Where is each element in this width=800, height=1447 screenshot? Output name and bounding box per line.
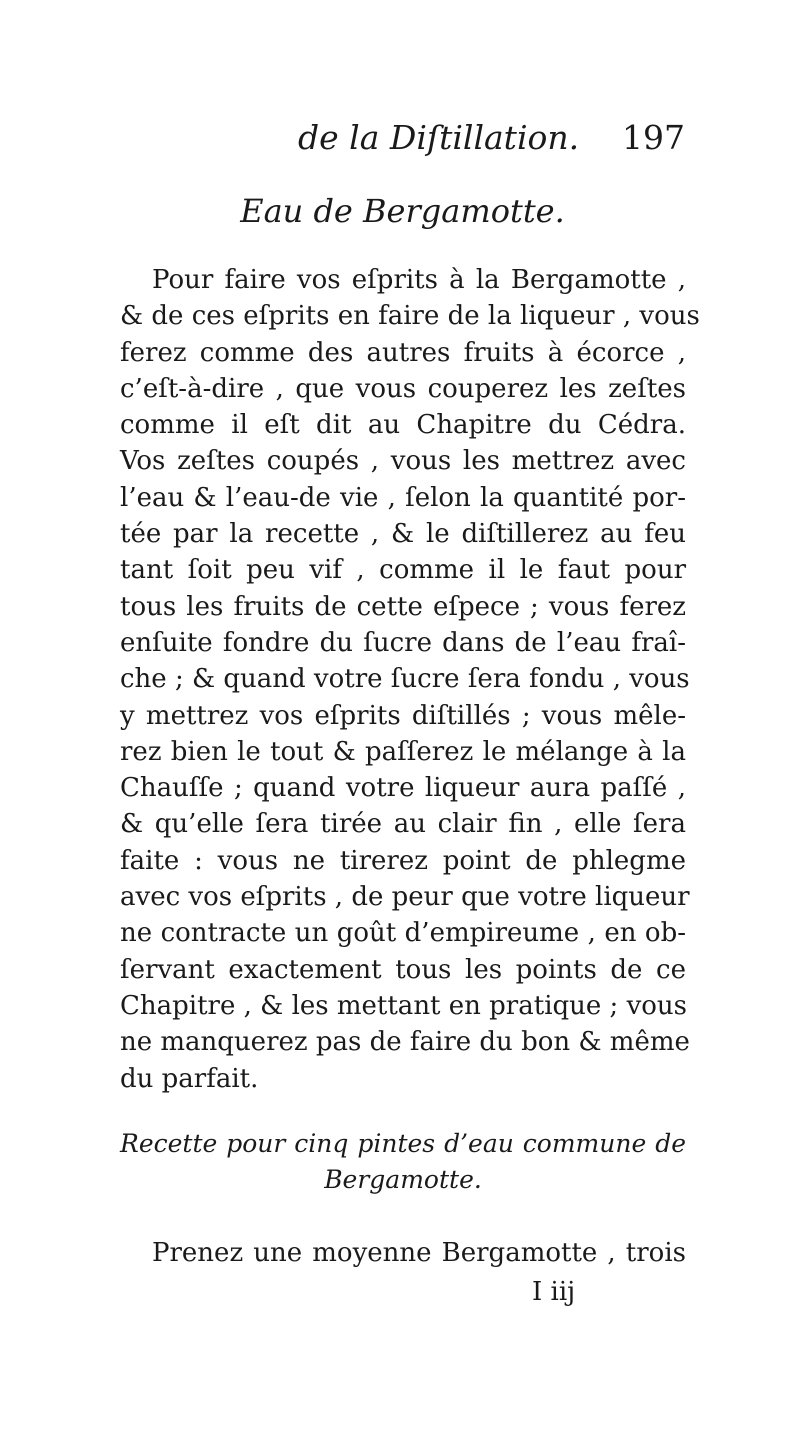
text-line: ne manquerez pas de faire du bon & même — [120, 1027, 690, 1058]
text-line: du parfait. — [120, 1063, 259, 1094]
text-line: comme il eſt dit au Chapitre du Cédra. — [120, 410, 686, 441]
text-line: & de ces eſprits en faire de la liqueur , vous — [120, 301, 700, 332]
section-heading: Eau de Bergamotte. — [240, 192, 565, 230]
text-line: avec vos eſprits , de peur que votre liqueur — [120, 882, 690, 913]
signature-mark: I iij — [532, 1277, 576, 1307]
text-line: Prenez une moyenne Bergamotte , trois — [152, 1238, 686, 1268]
text-line: Chapitre , & les mettant en pratique ; vous — [120, 990, 687, 1021]
recipe-text — [120, 1235, 686, 1271]
text-line: Vos zeſtes coupés , vous les mettrez avec — [120, 446, 686, 477]
text-line: tée par la recette , & le diſtillerez au feu — [120, 519, 686, 550]
text-line: che ; & quand votre ſucre ſera fondu , vous — [120, 664, 690, 695]
text-line: rez bien le tout & paſſerez le mélange à la — [120, 736, 686, 767]
text-line: & qu’elle ſera tirée au clair fin , elle ſera — [120, 809, 686, 840]
text-line: faite : vous ne tirerez point de phlegme — [120, 845, 686, 876]
recipe-title — [120, 1126, 686, 1198]
text-line: Chauſſe ; quand votre liqueur aura paſſé , — [120, 773, 686, 804]
text-line: c’eſt-à-dire , que vous couperez les zeſtes — [120, 373, 686, 404]
text-line: ferez comme des autres fruits à écorce , — [120, 337, 686, 368]
text-line: enſuite fondre du ſucre dans de l’eau fraî- — [120, 627, 686, 658]
body-paragraph — [120, 262, 700, 1097]
text-line: ſervant exactement tous les points de ce — [120, 954, 686, 985]
recipe-title-line: Recette pour cinq pintes d’eau commune de — [120, 1129, 686, 1158]
running-head — [120, 118, 685, 162]
text-line: tous les fruits de cette eſpece ; vous ferez — [120, 591, 686, 622]
recipe-title-line: Bergamotte. — [324, 1165, 482, 1194]
text-line: y mettrez vos eſprits diſtillés ; vous mêle- — [120, 700, 686, 731]
running-title: de la Diſtillation. — [298, 118, 580, 157]
page-number: 197 — [622, 118, 685, 157]
text-line: tant ſoit peu vif , comme il le faut pour — [120, 555, 686, 586]
text-line: l’eau & l’eau-de vie , ſelon la quantité por- — [120, 482, 686, 513]
text-line: ne contracte un goût d’empireume , en ob- — [120, 918, 686, 949]
text-line: Pour faire vos eſprits à la Bergamotte , — [152, 265, 686, 295]
